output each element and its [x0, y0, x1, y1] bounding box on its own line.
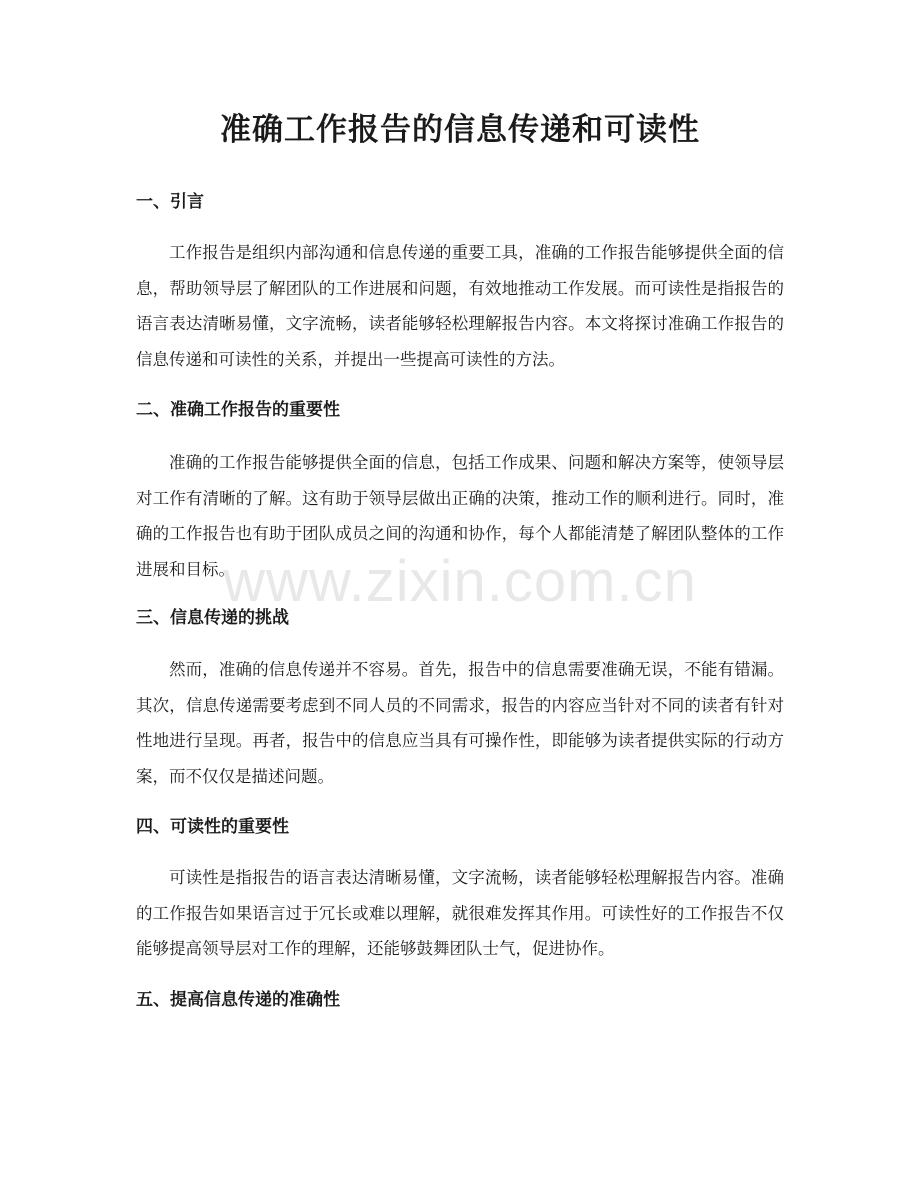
section-heading-5: 五、提高信息传递的准确性: [136, 990, 340, 1010]
section-paragraph-3: 然而，准确的信息传递并不容易。首先，报告中的信息需要准确无误，不能有错漏。其次，信息传递需要考虑到不同人员的不同需求，报告的内容应当针对不同的读者有针对性地进行呈现。再者，报告中的信息应当具有可操作性，即能够为读者提供实际的行动方案，而不仅仅是描述问题。: [136, 660, 784, 786]
document-title: 准确工作报告的信息传递和可读性: [220, 112, 700, 148]
watermark: www.zixin.com.cn: [223, 549, 697, 614]
section-paragraph-1: 工作报告是组织内部沟通和信息传递的重要工具，准确的工作报告能够提供全面的信息，帮助领导层了解团队的工作进展和问题，有效地推动工作发展。而可读性是指报告的语言表达清晰易懂，文字流畅，读者能够轻松理解报告内容。本文将探讨准确工作报告的信息传递和可读性的关系，并提出一些提高可读性的方法。: [136, 243, 784, 369]
section-paragraph-4: 可读性是指报告的语言表达清晰易懂，文字流畅，读者能够轻松理解报告内容。准确的工作报告如果语言过于冗长或难以理解，就很难发挥其作用。可读性好的工作报告不仅能够提高领导层对工作的理解，还能够鼓舞团队士气，促进协作。: [136, 868, 784, 958]
section-heading-3: 三、信息传递的挑战: [136, 608, 289, 628]
section-heading-1: 一、引言: [136, 192, 204, 212]
section-heading-2: 二、准确工作报告的重要性: [136, 400, 340, 420]
section-heading-4: 四、可读性的重要性: [136, 817, 289, 837]
section-paragraph-2: 准确的工作报告能够提供全面的信息，包括工作成果、问题和解决方案等，使领导层对工作有清晰的了解。这有助于领导层做出正确的决策，推动工作的顺利进行。同时，准确的工作报告也有助于团队成员之间的沟通和协作，每个人都能清楚了解团队整体的工作进展和目标。: [136, 453, 784, 579]
